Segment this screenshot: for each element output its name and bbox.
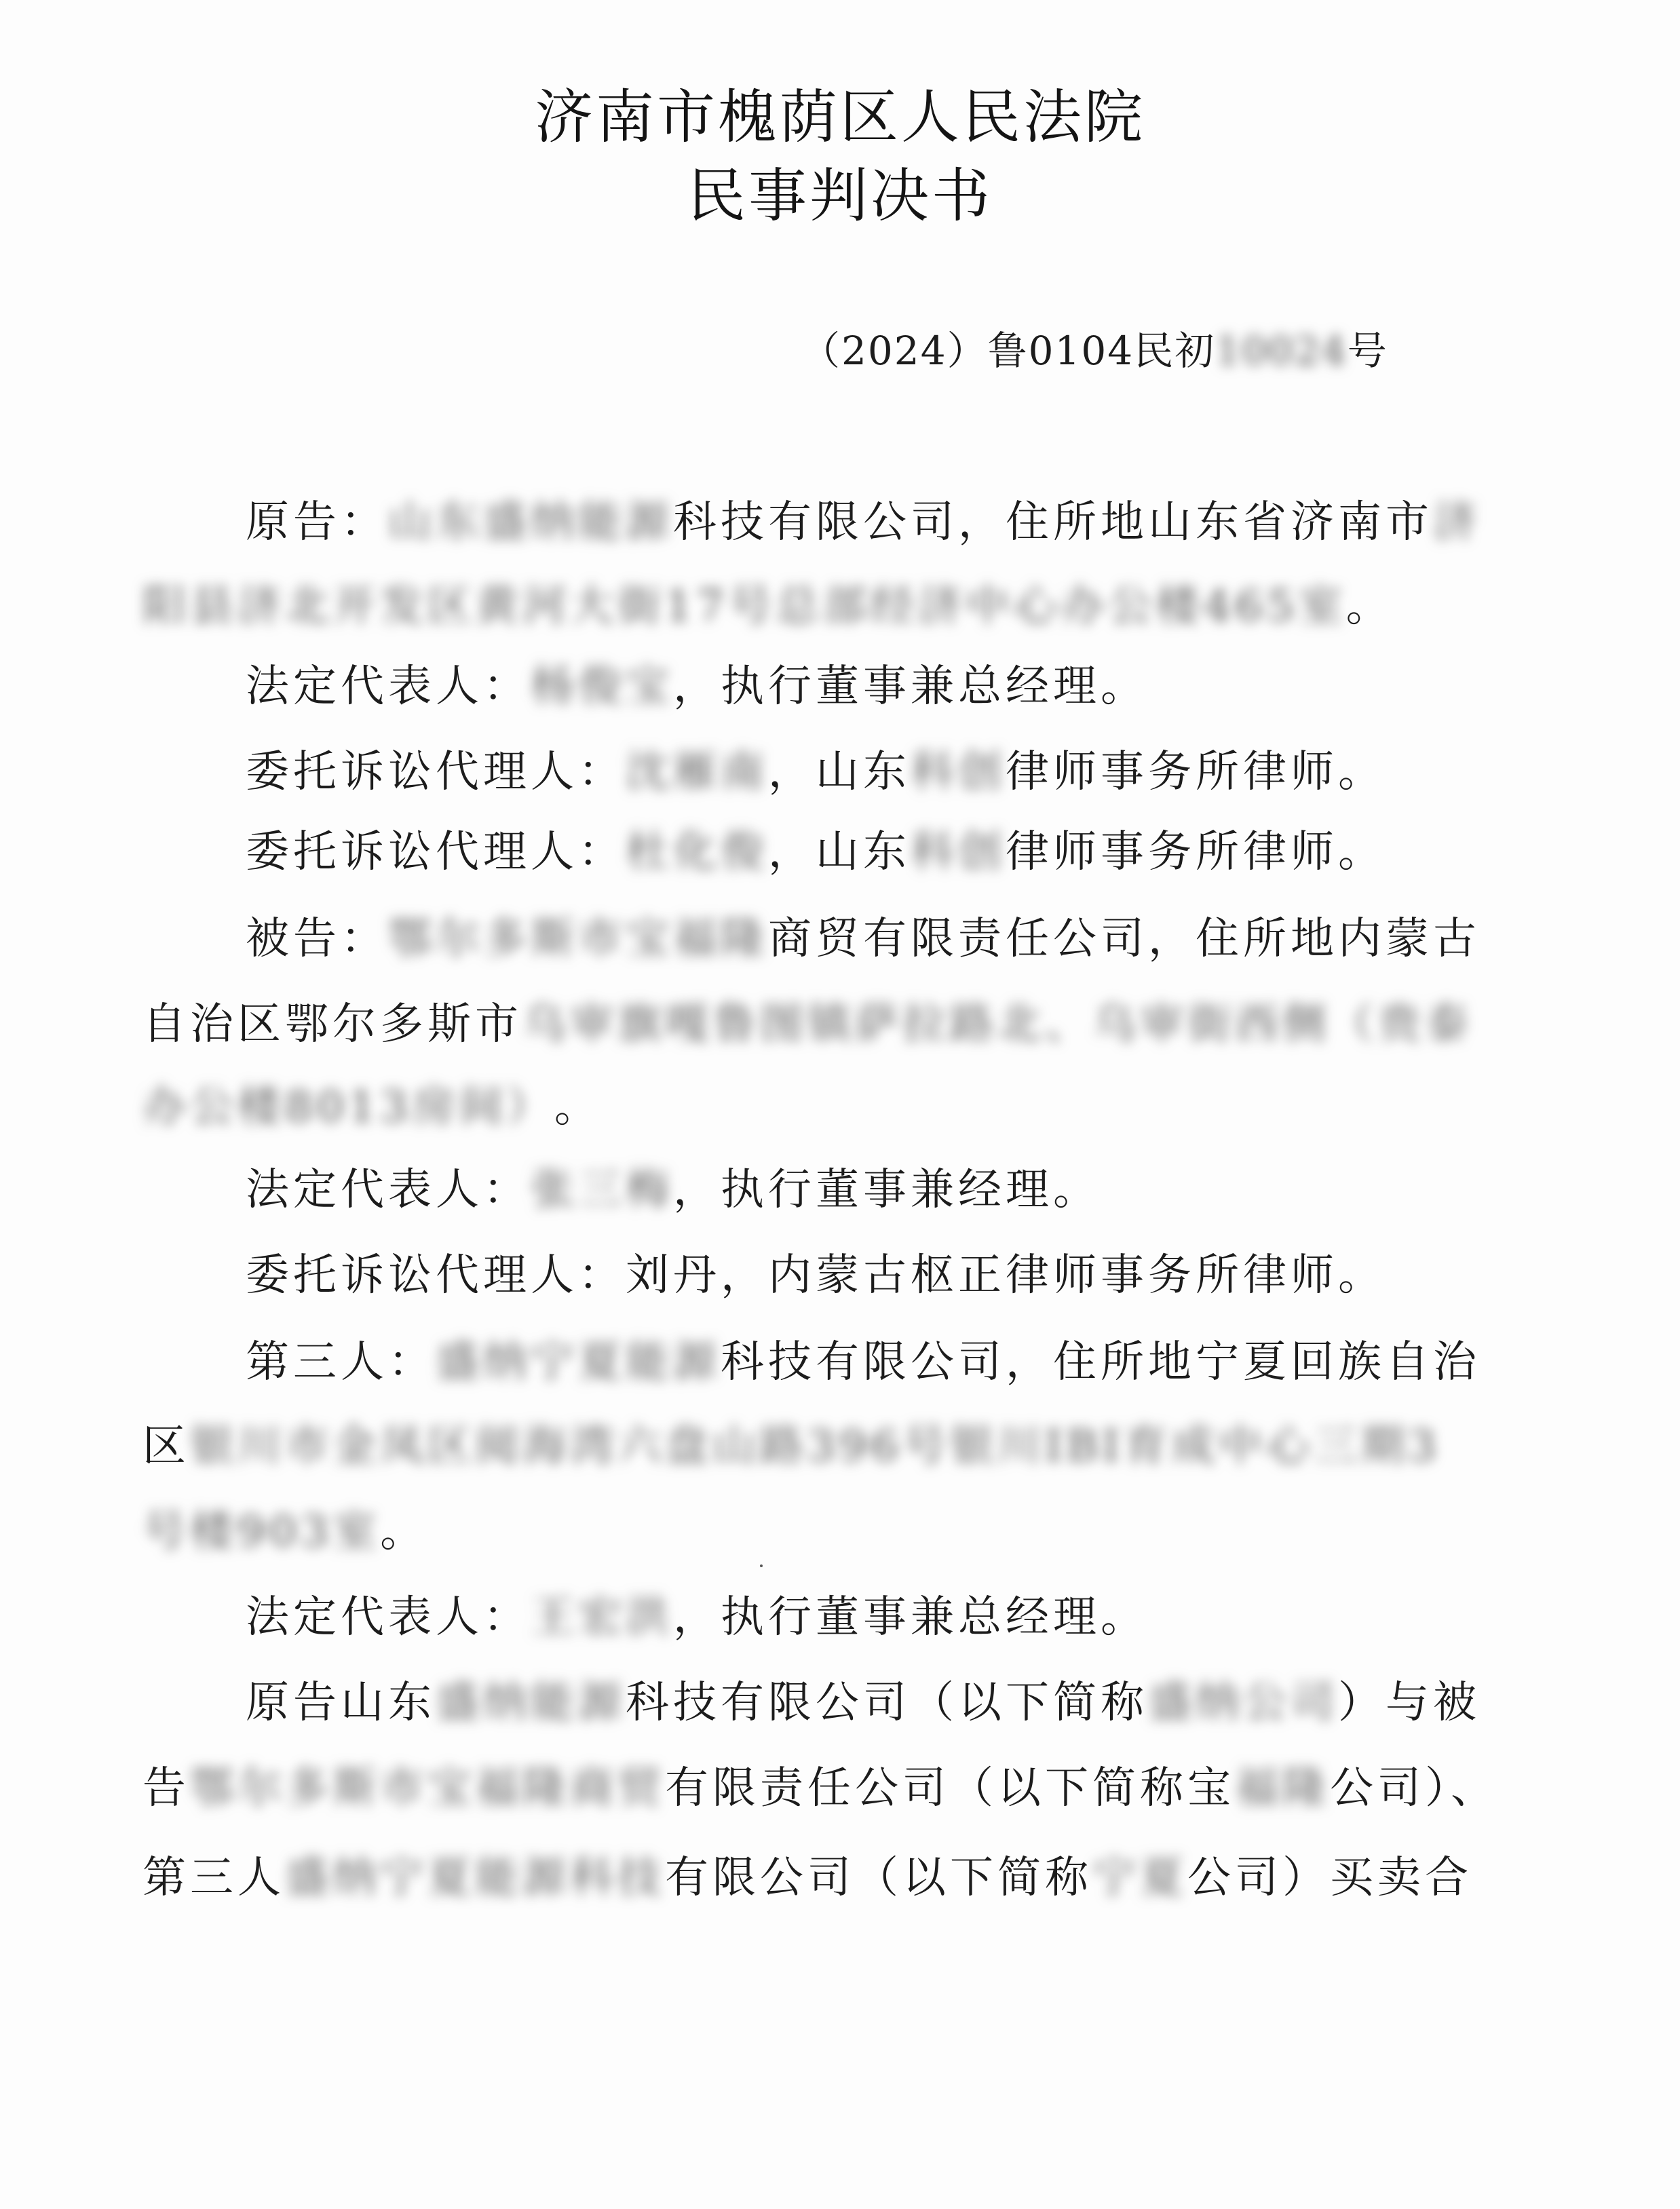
redacted-text: 盛纳公司 — [1148, 1678, 1338, 1728]
line-text: ，执行董事兼总经理。 — [673, 661, 1148, 712]
redacted-text: 杜化俊 — [626, 827, 768, 877]
line-text: 第三人： — [246, 1337, 436, 1387]
line-text: 公司）、 — [1330, 1763, 1498, 1813]
body-line — [246, 661, 1148, 712]
redacted-text: 办公楼8013房间） — [142, 1082, 554, 1132]
body-line — [246, 1592, 1148, 1643]
case-number-suffix: 号 — [1347, 328, 1388, 374]
redacted-text: 宁夏 — [1092, 1853, 1187, 1903]
redacted-text: 盛纳能源 — [436, 1678, 626, 1728]
redacted-text: 鄂尔多斯市宝福隆 — [388, 914, 768, 964]
case-number — [801, 328, 1388, 374]
redacted-text: 王宏洪 — [531, 1592, 673, 1643]
line-text: 科技有限公司（以下简称 — [626, 1678, 1148, 1728]
line-text: 商贸有限责任公司，住所地内蒙古 — [768, 914, 1481, 964]
line-text: 原告： — [246, 497, 388, 548]
redacted-text: 阳县济北开发区黄河大街17号总部经济中心办公楼465室 — [142, 581, 1346, 632]
redacted-case-number: 10024 — [1215, 328, 1348, 374]
body-line — [246, 1165, 1101, 1215]
line-text: ）与被 — [1338, 1678, 1481, 1728]
redacted-text: 号楼903室 — [142, 1507, 381, 1557]
line-text: 委托诉讼代理人： — [246, 827, 626, 877]
body-line — [142, 581, 1394, 632]
line-text: 律师事务所律师。 — [1006, 827, 1386, 877]
line-text: 律师事务所律师。 — [1006, 747, 1386, 797]
redacted-text: 杨俊宝 — [531, 661, 673, 712]
line-text: ，山东 — [768, 827, 911, 877]
redacted-text: 科创 — [911, 827, 1006, 877]
body-line — [246, 914, 1481, 964]
line-text: 有限公司（以下简称 — [665, 1853, 1092, 1903]
body-line — [246, 1250, 1386, 1301]
line-text: 自治区鄂尔多斯市 — [142, 999, 522, 1050]
line-text: ，执行董事兼经理。 — [673, 1165, 1101, 1215]
redacted-text: 科创 — [911, 747, 1006, 797]
line-text: 。 — [1345, 581, 1394, 632]
line-text: 科技有限公司，住所地山东省济南市 — [673, 497, 1433, 548]
body-line — [142, 1421, 1440, 1472]
redacted-text: 鄂尔多斯市宝福隆商贸 — [190, 1763, 665, 1813]
body-line — [142, 1082, 602, 1132]
line-text: 委托诉讼代理人： — [246, 747, 626, 797]
line-text: 告 — [142, 1763, 190, 1813]
redacted-text: 乌审旗嘎鲁图镇萨拉路北、乌审街西侧（贵泰 — [522, 999, 1472, 1050]
scan-speck — [760, 1564, 763, 1567]
body-line — [246, 497, 1481, 548]
line-text: 。 — [380, 1507, 428, 1557]
line-text: ，山东 — [768, 747, 911, 797]
body-line — [246, 1678, 1481, 1728]
line-text: 法定代表人： — [246, 1165, 531, 1215]
line-text: 。 — [554, 1082, 602, 1132]
redacted-text: 沈雁南 — [626, 747, 768, 797]
line-text: 法定代表人： — [246, 1592, 531, 1643]
body-line — [246, 747, 1386, 797]
body-line — [142, 1853, 1472, 1903]
body-line — [246, 827, 1386, 877]
line-text: 公司）买卖合 — [1187, 1853, 1472, 1903]
line-text: 第三人 — [142, 1853, 285, 1903]
line-text: 区 — [142, 1421, 190, 1472]
line-text: ，执行董事兼总经理。 — [673, 1592, 1148, 1643]
redacted-text: 盛纳宁夏能源科技 — [285, 1853, 665, 1903]
line-text: 原告山东 — [246, 1678, 436, 1728]
line-text: 被告： — [246, 914, 388, 964]
redacted-text: 银川市金凤区阅海湾六盘山路396号银川IBI育成中心三期3 — [190, 1421, 1440, 1472]
document-type-title: 民事判决书 — [687, 162, 993, 230]
case-number-prefix: （2024）鲁0104民初 — [801, 328, 1216, 374]
court-name-title: 济南市槐荫区人民法院 — [535, 83, 1145, 151]
redacted-text: 山东盛纳能源 — [388, 497, 673, 548]
line-text: 有限责任公司（以下简称宝 — [665, 1763, 1235, 1813]
redacted-text: 盛纳宁夏能源 — [436, 1337, 721, 1387]
body-line — [142, 999, 1472, 1050]
redacted-text: 福隆 — [1235, 1763, 1330, 1813]
body-line — [246, 1337, 1481, 1387]
line-text: 法定代表人： — [246, 661, 531, 712]
body-line — [142, 1507, 428, 1557]
redacted-text: 张三梅 — [531, 1165, 673, 1215]
line-text: 委托诉讼代理人：刘丹，内蒙古枢正律师事务所律师。 — [246, 1250, 1386, 1301]
body-line — [142, 1763, 1498, 1813]
redacted-text: 济 — [1433, 497, 1481, 548]
line-text: 科技有限公司，住所地宁夏回族自治 — [721, 1337, 1481, 1387]
